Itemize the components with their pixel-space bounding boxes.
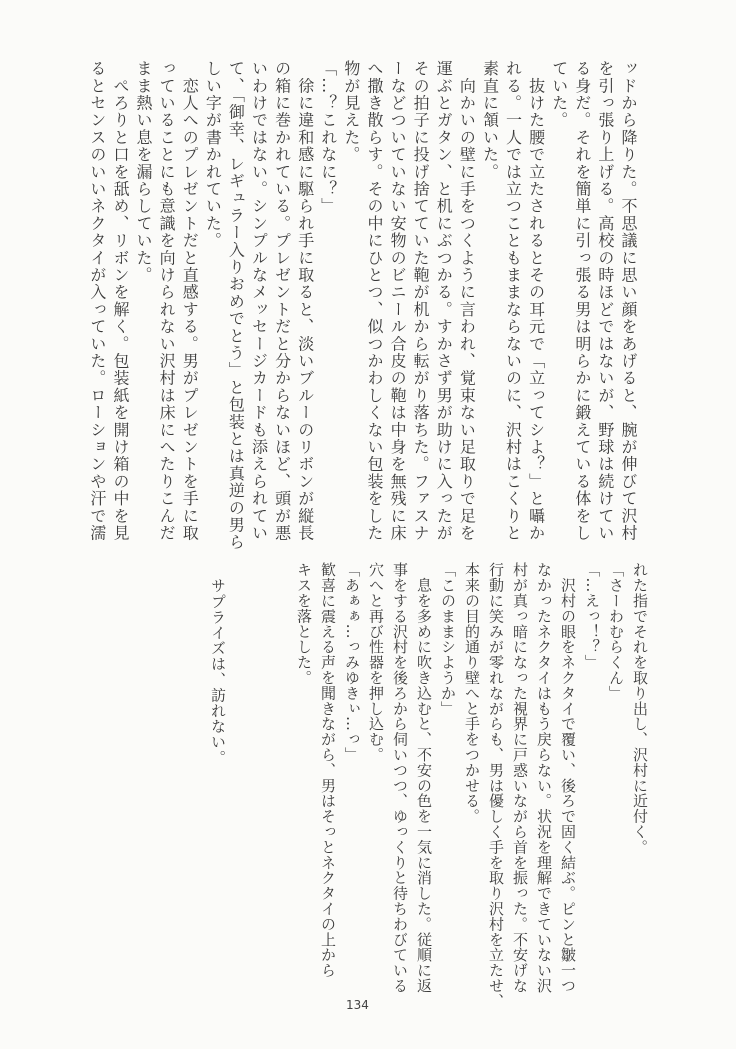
text-column: 物が見えた。 xyxy=(341,60,361,164)
text-column: 息を多めに吹き込むと、不安の色を一気に消した。従順に返 xyxy=(415,562,433,994)
text-column: て、「御幸、レギュラー入りおめでとう」と包装とは真逆の男ら xyxy=(226,60,246,551)
text-column: 向かいの壁に手をつくように言われ、覚束ない足取りで足を xyxy=(457,60,477,542)
text-column: 歓喜に震える声を聞きながら、男はそっとネクタイの上から xyxy=(319,562,337,978)
text-column: まま熱い息を漏らしていた。 xyxy=(134,60,154,284)
text-column: ッドから降りた。不思議に思い顔をあげると、腕が伸びて沢村 xyxy=(619,60,638,542)
text-column: 徐に違和感に駆られ手に取ると、淡いブルーのリボンが縦長 xyxy=(295,60,315,542)
text-column: 「…？これなに？」 xyxy=(318,60,338,215)
text-column: 恋人へのプレゼントだと直感する。男がプレゼントを手に取 xyxy=(180,60,200,542)
text-column: を引っ張り上げる。高校の時ほどではないが、野球は続けてい xyxy=(595,60,615,542)
text-column: 本来の目的通り壁へと手をつかせる。 xyxy=(463,562,481,824)
text-column: るとセンスのいいネクタイが入っていた。ローションや汗で濡 xyxy=(87,60,107,542)
text-column: ていた。 xyxy=(549,60,569,129)
text-column: なかったネクタイはもう戻らない。状況を理解できていない沢 xyxy=(535,562,553,994)
text-column: 事をする沢村を後ろから伺いつつ、ゆっくりと待ちわびている xyxy=(391,562,409,994)
text-column: 運ぶとガタン、と机にぶつかる。すかさず男が助けに入ったが xyxy=(434,60,454,542)
text-column: 穴へと再び性器を押し込む。 xyxy=(367,562,385,763)
text-column: 行動に笑みが零れながらも、男は優しく手を取り沢村を立たせ、 xyxy=(487,562,505,1009)
text-column: っていることにも意識を向けられない沢村は床にへたりこんだ xyxy=(157,60,177,542)
text-column: 素直に頷いた。 xyxy=(480,60,500,181)
text-column: へ撒き散らす。その中にひとつ、似つかわしくない包装をした xyxy=(364,60,384,542)
upper-text-block xyxy=(86,60,640,551)
text-column: 「…えっ！？」 xyxy=(583,562,601,670)
page-number: 134 xyxy=(346,998,369,1012)
closing-line: サプライズは、訪れない。 xyxy=(209,578,227,766)
text-column: の箱に巻かれている。プレゼントだと分からないほど、頭が悪 xyxy=(272,60,292,542)
text-column: 「このままシようか」 xyxy=(439,562,457,716)
text-column: 「あぁぁ…っみゆきぃ…っ」 xyxy=(343,562,361,763)
text-column: ーなどついていない安物のビニール合皮の鞄は中身を無残に床 xyxy=(388,60,408,542)
text-column: その拍子に投げ捨てていた鞄が机から転がり落ちた。ファスナ xyxy=(411,60,431,542)
text-column: れた指でそれを取り出し、沢村に近付く。 xyxy=(631,562,649,855)
text-column: ぺろりと口を舐め、リボンを解く。包装紙を開け箱の中を見 xyxy=(110,60,130,542)
text-column: 抜けた腰で立たされるとその耳元で「立ってシよ？」と囁か xyxy=(526,60,546,542)
text-column: しい字が書かれていた。 xyxy=(203,60,223,250)
text-column: 沢村の眼をネクタイで覆い、後ろで固く結ぶ。ピンと皺一つ xyxy=(559,562,577,994)
text-column: る身だ。それを簡単に引っ張る男は明らかに鍛えている体をし xyxy=(572,60,592,542)
text-column: 「さーわむらくん」 xyxy=(607,562,625,701)
text-column: いわけではない。シンプルなメッセージカードも添えられてい xyxy=(249,60,269,542)
text-column: キスを落とした。 xyxy=(295,562,313,686)
text-column: 村が真っ暗になった視界に戸惑いながら首を振った。不安げな xyxy=(511,562,529,994)
text-column: れる。一人では立つこともままならないのに、沢村はこくりと xyxy=(503,60,523,542)
